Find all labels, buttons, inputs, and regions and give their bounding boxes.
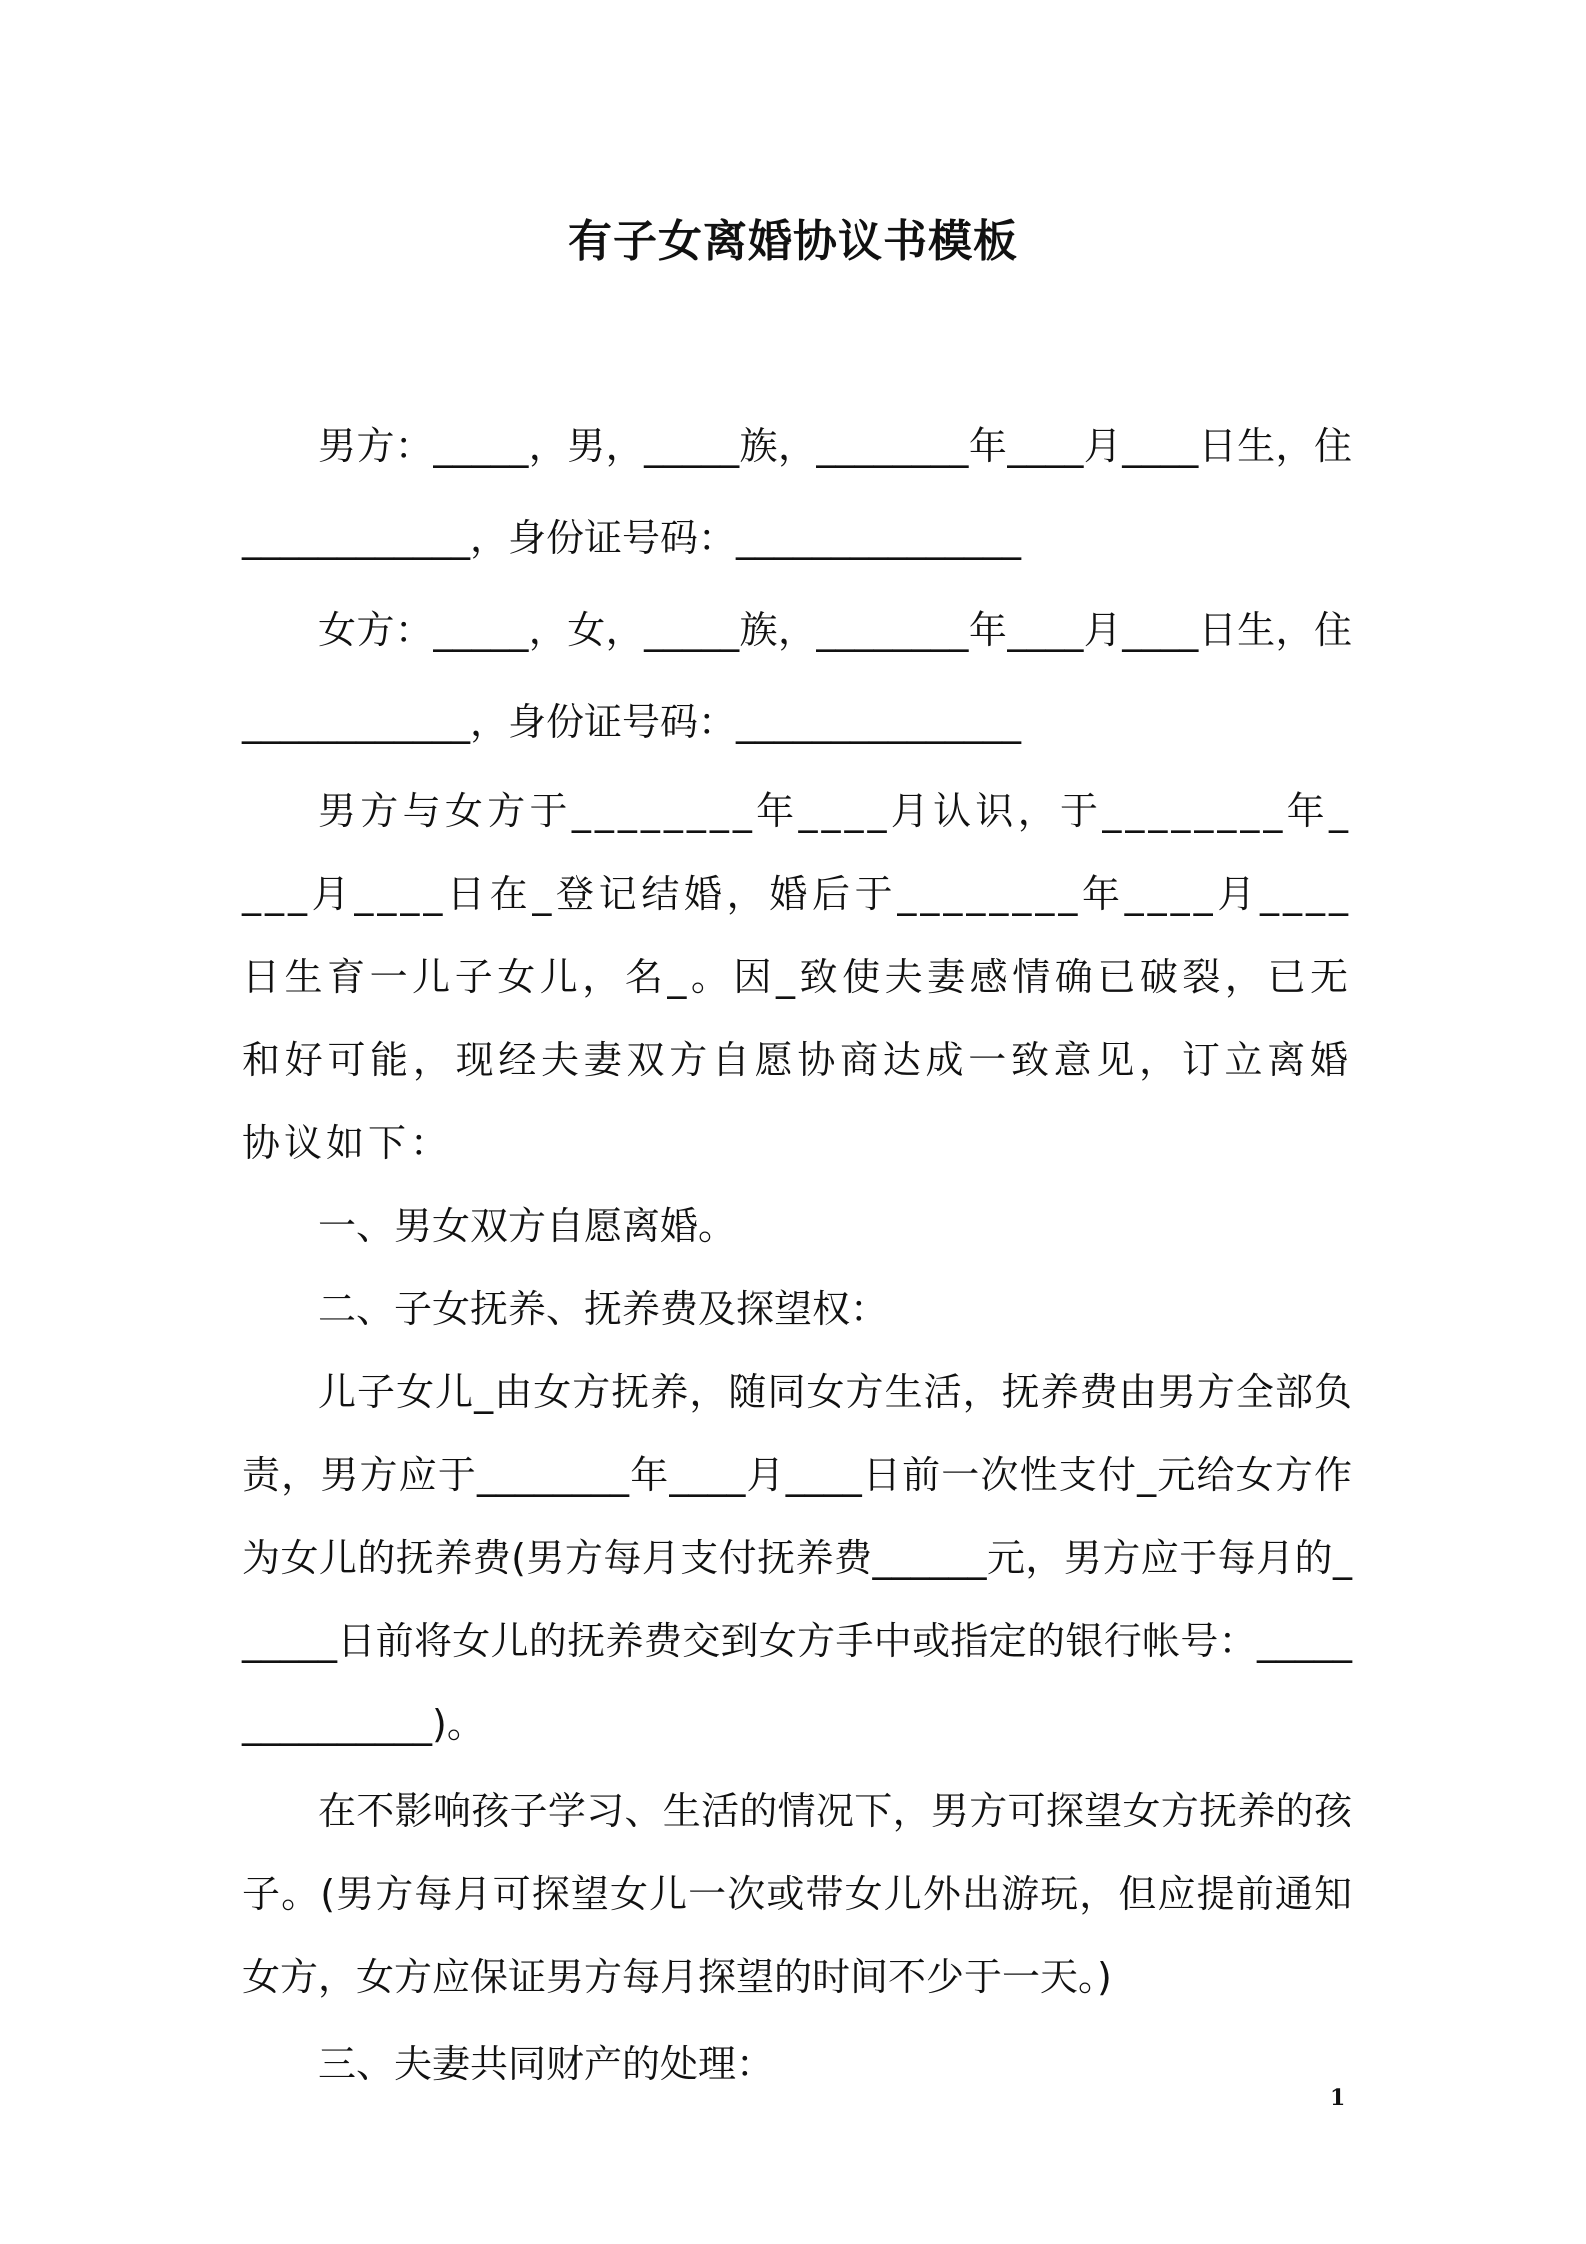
paragraph-female-party: 女方：_____，女，_____族，________年____月____日生，住____________，身份证号码：_______________ — [242, 608, 1352, 744]
paragraph-child-support: 儿子女儿_由女方抚养，随同女方生活，抚养费由男方全部负责，男方应于________年____月____日前一次性支付_元给女方作为女儿的抚养费(男方每月支付抚养费______元，男方应于每月的______日前将女儿的抚养费交到女方手中或指定的银行帐号：_______________)。 — [242, 1370, 1352, 1746]
paragraph-marriage-background: 男方与女方于________年____月认识，于________年____月____日在_登记结婚，婚后于________年____月____日生育一儿子女儿，名_。因_致使夫妻感情确已破裂，已无和好可能，现经夫妻双方自愿协商达成一致意见，订立离婚协议如下： — [242, 789, 1352, 1165]
paragraph-visitation: 在不影响孩子学习、生活的情况下，男方可探望女方抚养的孩子。(男方每月可探望女儿一次或带女儿外出游玩，但应提前通知女方，女方应保证男方每月探望的时间不少于一天。) — [242, 1789, 1352, 1999]
paragraph-clause-3-heading: 三、夫妻共同财产的处理： — [318, 2042, 775, 2086]
paragraph-clause-2-heading: 二、子女抚养、抚养费及探望权： — [318, 1287, 889, 1331]
page-number: 1 — [1330, 2085, 1346, 2111]
document-title: 有子女离婚协议书模板 — [568, 216, 1018, 267]
paragraph-clause-1: 一、男女双方自愿离婚。 — [318, 1204, 737, 1248]
document-body — [242, 400, 1352, 2106]
paragraph-male-party: 男方：_____，男，_____族，________年____月____日生，住____________，身份证号码：_______________ — [242, 424, 1352, 560]
